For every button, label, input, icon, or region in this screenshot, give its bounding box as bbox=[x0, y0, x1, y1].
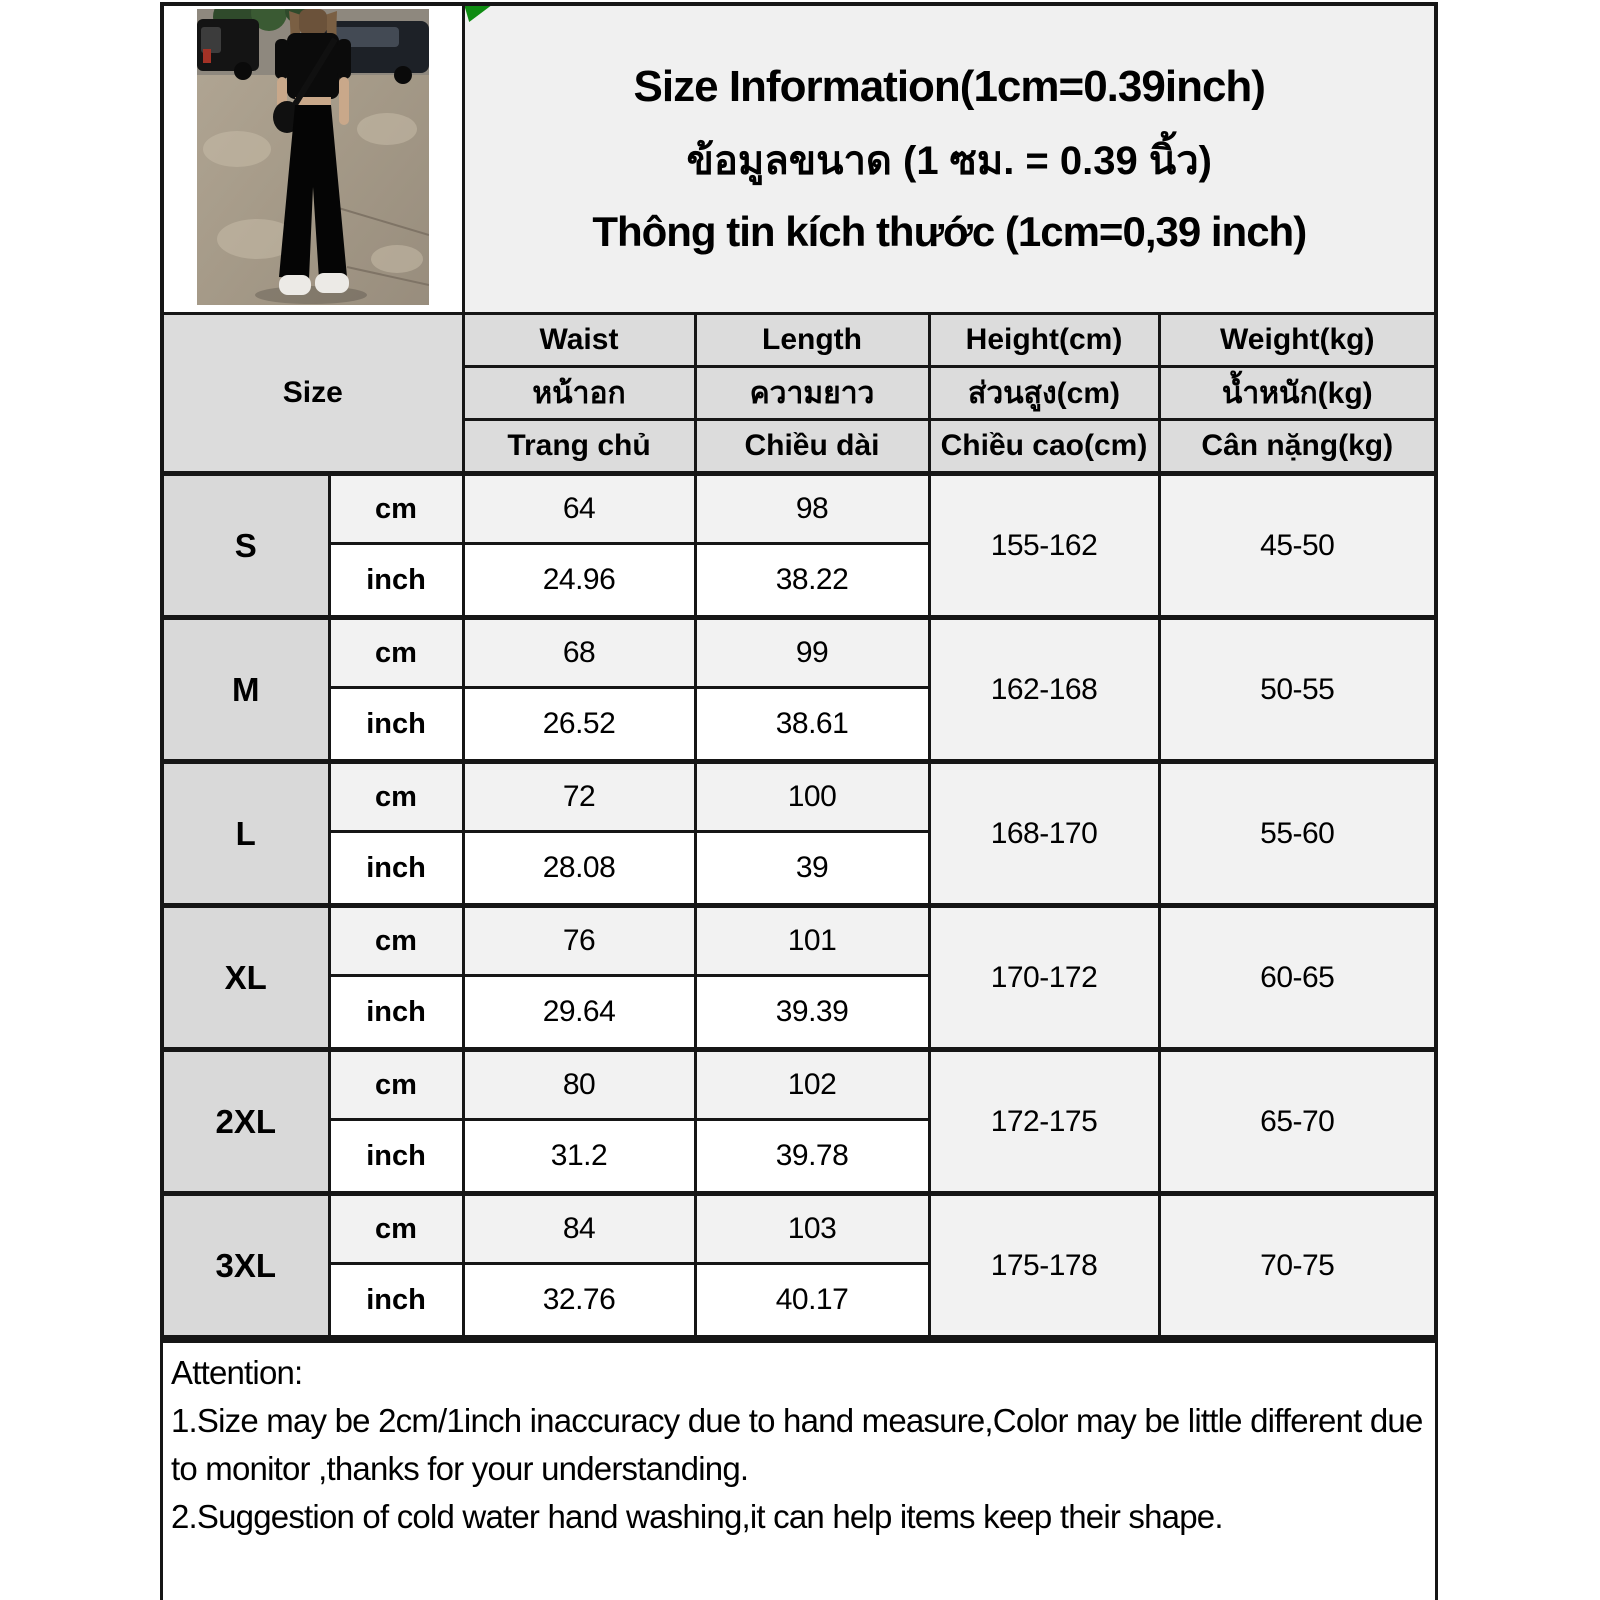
attention-title: Attention: bbox=[171, 1354, 303, 1391]
length-inch: 39.39 bbox=[695, 976, 929, 1050]
waist-cm: 76 bbox=[463, 906, 695, 976]
length-cm: 101 bbox=[695, 906, 929, 976]
size-label-3xl: 3XL bbox=[162, 1194, 329, 1338]
length-cm: 98 bbox=[695, 474, 929, 544]
attention-note-1: 1.Size may be 2cm/1inch inaccuracy due to hand measure,Color may be little different due to monitor ,thanks for your understanding. bbox=[171, 1402, 1423, 1487]
height-range: 168-170 bbox=[929, 762, 1159, 906]
unit-inch: inch bbox=[329, 1264, 463, 1338]
col-weight-th: น้ำหนัก(kg) bbox=[1159, 367, 1436, 420]
arm-right bbox=[339, 77, 349, 125]
waist-inch: 32.76 bbox=[463, 1264, 695, 1338]
waist-cm: 80 bbox=[463, 1050, 695, 1120]
weight-range: 55-60 bbox=[1159, 762, 1436, 906]
waist-cm: 64 bbox=[463, 474, 695, 544]
length-inch: 38.61 bbox=[695, 688, 929, 762]
col-weight-vi: Cân nặng(kg) bbox=[1159, 420, 1436, 474]
waist-cm: 72 bbox=[463, 762, 695, 832]
length-inch: 40.17 bbox=[695, 1264, 929, 1338]
col-height-en: Height(cm) bbox=[929, 314, 1159, 367]
length-cm: 99 bbox=[695, 618, 929, 688]
head bbox=[299, 9, 327, 35]
col-waist-th: หน้าอก bbox=[463, 367, 695, 420]
unit-inch: inch bbox=[329, 688, 463, 762]
unit-cm: cm bbox=[329, 906, 463, 976]
title-cell bbox=[463, 4, 1436, 314]
col-weight-en: Weight(kg) bbox=[1159, 314, 1436, 367]
title-thai: ข้อมูลขนาด (1 ซม. = 0.39 นิ้ว) bbox=[686, 139, 1212, 183]
col-length-th: ความยาว bbox=[695, 367, 929, 420]
col-height-th: ส่วนสูง(cm) bbox=[929, 367, 1159, 420]
waist-inch: 28.08 bbox=[463, 832, 695, 906]
size-label-2xl: 2XL bbox=[162, 1050, 329, 1194]
length-cm: 102 bbox=[695, 1050, 929, 1120]
table-row bbox=[162, 474, 1436, 544]
weight-range: 50-55 bbox=[1159, 618, 1436, 762]
top-row bbox=[162, 4, 1436, 314]
header-row-english bbox=[162, 314, 1436, 367]
size-label-s: S bbox=[162, 474, 329, 618]
unit-inch: inch bbox=[329, 976, 463, 1050]
height-range: 170-172 bbox=[929, 906, 1159, 1050]
unit-cm: cm bbox=[329, 1194, 463, 1264]
unit-inch: inch bbox=[329, 832, 463, 906]
length-inch: 39 bbox=[695, 832, 929, 906]
height-range: 175-178 bbox=[929, 1194, 1159, 1338]
col-waist-en: Waist bbox=[463, 314, 695, 367]
car-left bbox=[197, 19, 259, 80]
unit-inch: inch bbox=[329, 544, 463, 618]
unit-cm: cm bbox=[329, 618, 463, 688]
table-row bbox=[162, 906, 1436, 976]
size-label-m: M bbox=[162, 618, 329, 762]
size-label-l: L bbox=[162, 762, 329, 906]
unit-inch: inch bbox=[329, 1120, 463, 1194]
green-corner-marker-icon bbox=[465, 6, 491, 22]
weight-range: 45-50 bbox=[1159, 474, 1436, 618]
weight-range: 60-65 bbox=[1159, 906, 1436, 1050]
length-inch: 39.78 bbox=[695, 1120, 929, 1194]
sleeve-right bbox=[337, 39, 351, 79]
waist-cm: 84 bbox=[463, 1194, 695, 1264]
waist-inch: 31.2 bbox=[463, 1120, 695, 1194]
shoe-right bbox=[315, 273, 349, 293]
sleeve-left bbox=[275, 39, 289, 79]
waist-inch: 26.52 bbox=[463, 688, 695, 762]
product-photo bbox=[197, 9, 429, 305]
title-english: Size Information(1cm=0.39inch) bbox=[633, 62, 1265, 111]
title-vietnamese: Thông tin kích thước (1cm=0,39 inch) bbox=[592, 208, 1307, 255]
table-row bbox=[162, 618, 1436, 688]
height-range: 172-175 bbox=[929, 1050, 1159, 1194]
size-chart-table bbox=[160, 2, 1438, 1339]
product-photo-cell bbox=[162, 4, 463, 314]
weight-range: 65-70 bbox=[1159, 1050, 1436, 1194]
height-range: 162-168 bbox=[929, 618, 1159, 762]
col-height-vi: Chiều cao(cm) bbox=[929, 420, 1159, 474]
col-waist-vi: Trang chủ bbox=[463, 420, 695, 474]
size-chart-content bbox=[160, 2, 1438, 1600]
col-length-en: Length bbox=[695, 314, 929, 367]
unit-cm: cm bbox=[329, 474, 463, 544]
col-length-vi: Chiều dài bbox=[695, 420, 929, 474]
length-cm: 103 bbox=[695, 1194, 929, 1264]
height-range: 155-162 bbox=[929, 474, 1159, 618]
ground-shadow bbox=[255, 286, 367, 304]
unit-cm: cm bbox=[329, 1050, 463, 1120]
waist-inch: 24.96 bbox=[463, 544, 695, 618]
waist-cm: 68 bbox=[463, 618, 695, 688]
waist-inch: 29.64 bbox=[463, 976, 695, 1050]
table-row bbox=[162, 1050, 1436, 1120]
attention-box bbox=[160, 1338, 1438, 1600]
table-row bbox=[162, 762, 1436, 832]
table-row bbox=[162, 1194, 1436, 1264]
shoe-left bbox=[279, 275, 311, 295]
attention-note-2: 2.Suggestion of cold water hand washing,it can help items keep their shape. bbox=[171, 1498, 1223, 1535]
size-label-xl: XL bbox=[162, 906, 329, 1050]
length-inch: 38.22 bbox=[695, 544, 929, 618]
length-cm: 100 bbox=[695, 762, 929, 832]
weight-range: 70-75 bbox=[1159, 1194, 1436, 1338]
unit-cm: cm bbox=[329, 762, 463, 832]
size-header: Size bbox=[162, 314, 463, 474]
